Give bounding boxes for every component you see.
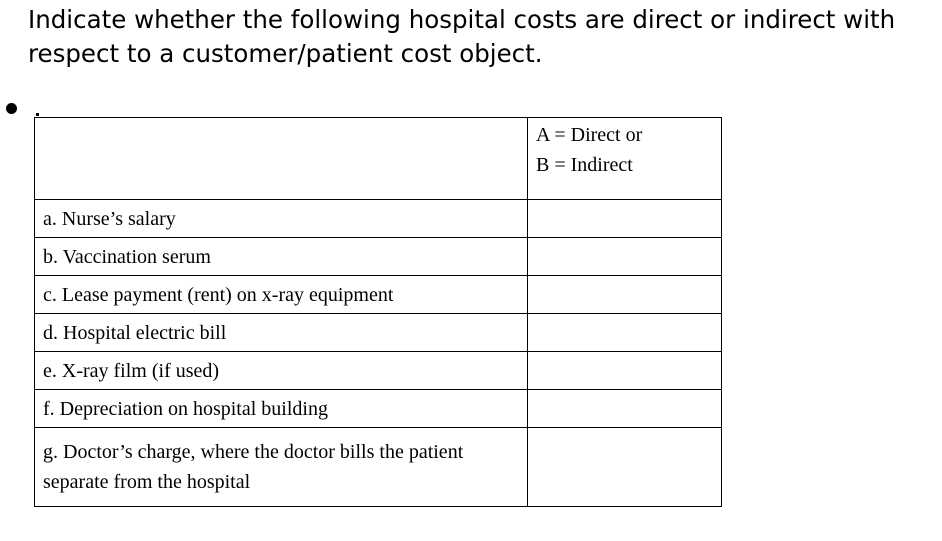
bullet-icon bbox=[6, 103, 17, 114]
answer-cell[interactable] bbox=[528, 428, 722, 507]
answer-cell[interactable] bbox=[528, 238, 722, 276]
answer-cell[interactable] bbox=[528, 200, 722, 238]
cost-item-label: c. Lease payment (rent) on x-ray equipment bbox=[35, 276, 528, 314]
answer-cell[interactable] bbox=[528, 276, 722, 314]
header-direct-label: A = Direct or bbox=[536, 124, 643, 146]
cost-item-label: d. Hospital electric bill bbox=[35, 314, 528, 352]
table-header-row bbox=[35, 118, 722, 200]
cost-item-label: b. Vaccination serum bbox=[35, 238, 528, 276]
table-row bbox=[35, 428, 722, 507]
table-row bbox=[35, 200, 722, 238]
table-row bbox=[35, 314, 722, 352]
table-row bbox=[35, 276, 722, 314]
answer-cell[interactable] bbox=[528, 390, 722, 428]
question-text: Indicate whether the following hospital costs are direct or indirect with respect to a customer/patient cost object. bbox=[28, 5, 896, 68]
header-answer-key bbox=[528, 118, 722, 200]
cost-item-label: e. X-ray film (if used) bbox=[35, 352, 528, 390]
table-row bbox=[35, 352, 722, 390]
answer-cell[interactable] bbox=[528, 314, 722, 352]
answer-cell[interactable] bbox=[528, 352, 722, 390]
table-row bbox=[35, 390, 722, 428]
cursor-mark bbox=[36, 113, 39, 116]
header-left-cell bbox=[35, 118, 528, 200]
cost-item-label: g. Doctor’s charge, where the doctor bills the patient separate from the hospital bbox=[35, 428, 528, 507]
header-indirect-label: B = Indirect bbox=[536, 154, 633, 176]
cost-item-label: f. Depreciation on hospital building bbox=[35, 390, 528, 428]
cost-item-label: a. Nurse’s salary bbox=[35, 200, 528, 238]
cost-classification-table bbox=[34, 117, 722, 507]
table-row bbox=[35, 238, 722, 276]
